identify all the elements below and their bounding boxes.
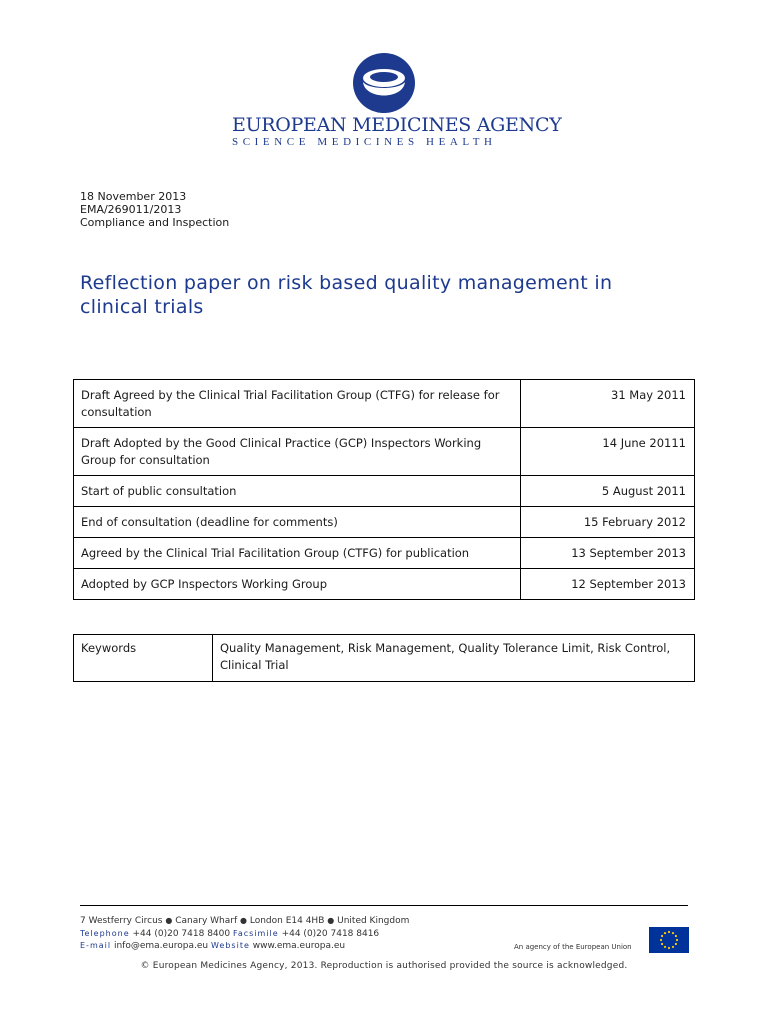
email-address[interactable]: info@ema.europa.eu	[113, 941, 209, 951]
history-date: 14 June 20111	[521, 428, 695, 476]
eu-star-icon	[675, 943, 677, 945]
eu-star-icon	[672, 932, 674, 934]
address-city: London E14 4HB	[249, 916, 325, 926]
document-department: Compliance and Inspection	[80, 216, 230, 229]
website-label: Website	[210, 941, 250, 950]
keywords-label: Keywords	[74, 635, 213, 682]
bullet-icon: ●	[327, 916, 335, 925]
history-description: Draft Adopted by the Good Clinical Practice (GCP) Inspectors Working Group for consultation	[74, 428, 521, 476]
bullet-icon: ●	[165, 916, 173, 925]
website-link[interactable]: www.ema.europa.eu	[252, 941, 346, 951]
address-area: Canary Wharf	[175, 916, 238, 926]
eu-flag-icon	[649, 927, 689, 953]
history-description: Start of public consultation	[74, 476, 521, 507]
keywords-table	[73, 634, 695, 682]
eu-star-icon	[664, 946, 666, 948]
table-row	[74, 428, 695, 476]
document-date: 18 November 2013	[80, 190, 187, 203]
agency-name: EUROPEAN MEDICINES AGENCY	[232, 114, 562, 136]
ema-logo-icon	[349, 52, 419, 114]
phone-line	[80, 928, 409, 941]
eu-star-icon	[661, 943, 663, 945]
document-reference: EMA/269011/2013	[80, 203, 182, 216]
contact-line	[80, 940, 409, 953]
telephone-label: Telephone	[80, 928, 130, 938]
history-description: Draft Agreed by the Clinical Trial Facilitation Group (CTFG) for release for consultation	[74, 380, 521, 428]
history-date: 15 February 2012	[521, 507, 695, 538]
facsimile-label: Facsimile	[232, 928, 279, 938]
document-meta	[80, 190, 229, 229]
document-title: Reflection paper on risk based quality management in clinical trials	[80, 272, 613, 318]
eu-agency-text: An agency of the European Union	[514, 943, 632, 951]
agency-tagline: SCIENCE MEDICINES HEALTH	[232, 136, 497, 148]
history-date: 5 August 2011	[521, 476, 695, 507]
agency-logo	[0, 52, 768, 114]
eu-star-icon	[675, 935, 677, 937]
eu-star-icon	[676, 939, 678, 941]
copyright-notice: © European Medicines Agency, 2013. Reproduction is authorised provided the source is acknowledged.	[140, 961, 628, 971]
eu-star-icon	[661, 935, 663, 937]
table-row	[74, 507, 695, 538]
history-description: Agreed by the Clinical Trial Facilitation Group (CTFG) for publication	[74, 538, 521, 569]
address-street: 7 Westferry Circus	[80, 916, 163, 926]
document-history-table	[73, 379, 695, 600]
telephone-number: +44 (0)20 7418 8400	[132, 928, 231, 939]
footer-address	[80, 915, 409, 953]
table-row	[74, 476, 695, 507]
keywords-value: Quality Management, Risk Management, Quality Tolerance Limit, Risk Control, Clinical Trial	[213, 635, 695, 682]
bullet-icon: ●	[240, 916, 247, 925]
history-date: 13 September 2013	[521, 538, 695, 569]
eu-star-icon	[660, 939, 662, 941]
history-description: End of consultation (deadline for comments)	[74, 507, 521, 538]
eu-star-icon	[664, 932, 666, 934]
history-date: 12 September 2013	[521, 569, 695, 600]
email-label: E-mail	[80, 941, 112, 950]
address-line	[80, 915, 409, 928]
footer-divider	[80, 905, 688, 906]
facsimile-number: +44 (0)20 7418 8416	[281, 928, 380, 939]
eu-star-icon	[668, 931, 670, 933]
table-row	[74, 635, 695, 682]
eu-star-icon	[668, 947, 670, 949]
address-country: United Kingdom	[337, 916, 410, 926]
history-date: 31 May 2011	[521, 380, 695, 428]
table-row	[74, 569, 695, 600]
eu-star-icon	[672, 946, 674, 948]
table-row	[74, 380, 695, 428]
table-row	[74, 538, 695, 569]
history-description: Adopted by GCP Inspectors Working Group	[74, 569, 521, 600]
